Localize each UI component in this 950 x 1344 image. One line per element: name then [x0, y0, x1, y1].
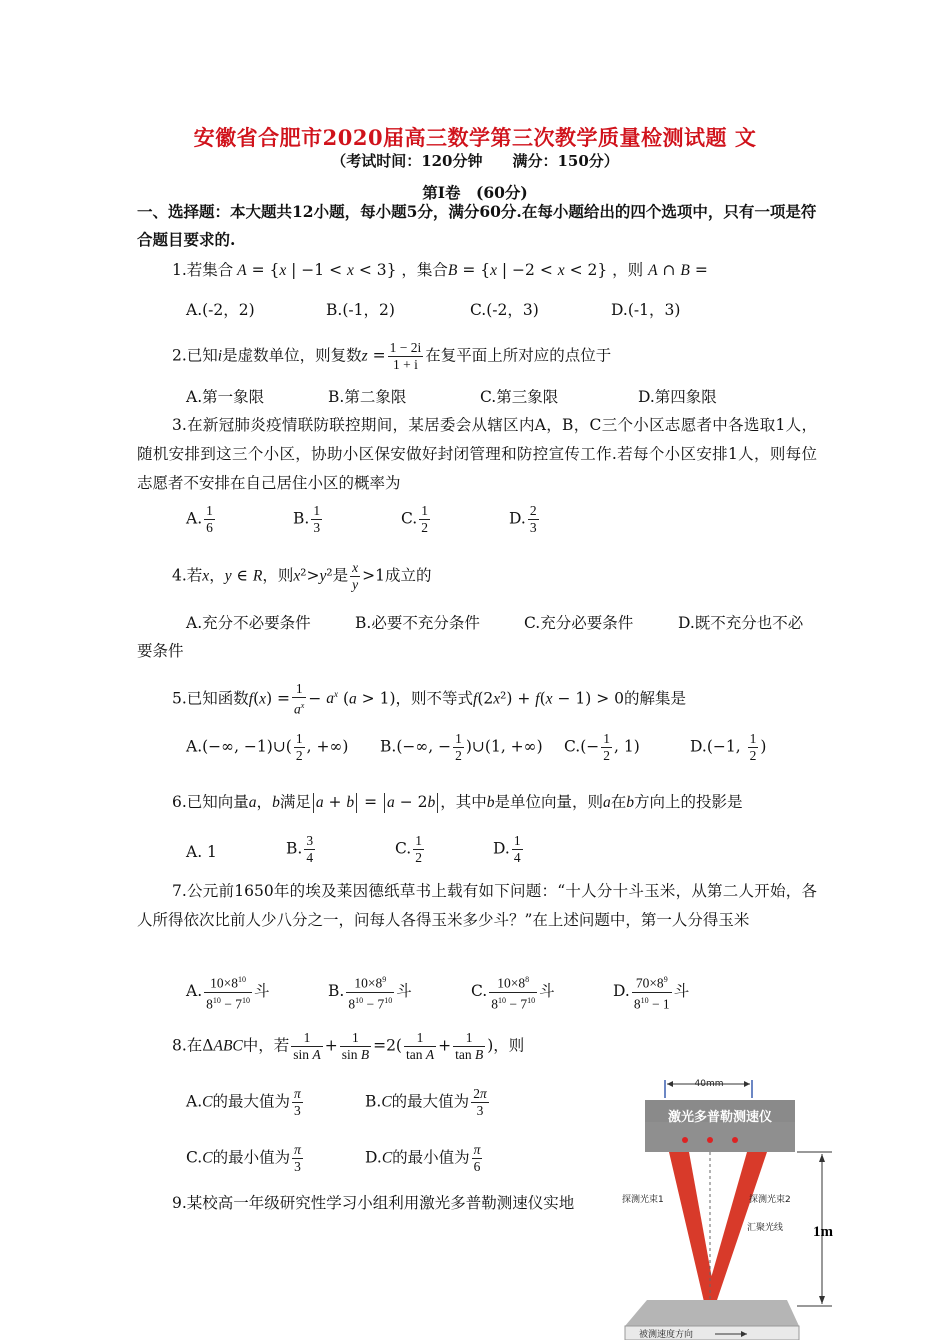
q8-option-d: D.C的最小值为 $\frac{\pi}{6}$	[365, 1142, 481, 1174]
q8-option-a: A.C的最大值为 $\frac{\pi}{3}$	[186, 1086, 301, 1118]
q5-option-d: D.(−1, $\frac{1}{2}$ )	[690, 731, 767, 763]
q6-option-d: D. $\frac{1}{4}$	[493, 833, 521, 865]
part-heading: 第Ⅰ卷 (60分)	[422, 183, 528, 202]
q7-option-c: C. $\frac{10\times 8^8}{8^{10} - 7^{10}}$ 斗	[471, 972, 555, 1012]
q3-option-c: C. $\frac{1}{2}$	[401, 503, 428, 535]
q4-option-d-cont: 要条件	[137, 642, 184, 660]
question-5-stem: 5.已知函数f(x) = $\frac{1}{a^x}$ − $a^x$ (a > 1)，则不等式f(2x²) + f(x − 1) > 0的解集是	[172, 681, 686, 717]
q1-option-c: C.(-2，3)	[470, 301, 539, 319]
q1-option-b: B.(-1，2)	[326, 301, 395, 319]
q3-option-a: A. $\frac{1}{6}$	[186, 503, 213, 535]
q4-option-b: B.必要不充分条件	[355, 614, 480, 632]
q5-option-b: B.(−∞, − $\frac{1}{2}$ )∪(1, +∞)	[380, 731, 543, 763]
q8-option-c: C.C的最小值为 $\frac{\pi}{3}$	[186, 1142, 301, 1174]
document-title: 安徽省合肥市2020届高三数学第三次教学质量检测试题 文	[193, 125, 757, 150]
width-label: 40mm	[694, 1079, 724, 1089]
device-label: 激光多普勒测速仪	[667, 1110, 773, 1125]
distance-label: 1m	[813, 1224, 833, 1240]
q6-option-b: B. $\frac{3}{4}$	[286, 833, 314, 865]
q8-option-b: B.C的最大值为 $\frac{2\pi}{3}$	[365, 1086, 487, 1118]
question-6-stem: 6.已知向量a，b满足 a + b = a − 2b ，其中b是单位向量，则a在b方向上的投影是	[172, 793, 743, 811]
exam-info: （考试时间：120分钟 满分：150分）	[331, 152, 619, 170]
q2-option-b: B.第二象限	[328, 388, 407, 406]
converge-label: 汇聚光线	[747, 1223, 784, 1233]
question-9-stem: 9.某校高一年级研究性学习小组利用激光多普勒测速仪实地	[172, 1194, 575, 1212]
q6-option-a: A. 1	[186, 843, 217, 861]
laser-doppler-figure	[617, 1078, 837, 1340]
question-4-stem: 4.若x，y ∈ R，则x²>y²是 $\frac{x}{y}$ >1成立的	[172, 560, 432, 592]
q1-option-d: D.(-1，3)	[611, 301, 681, 319]
section-heading: 一、选择题：本大题共12小题，每小题5分，满分60分.在每小题给出的四个选项中，只有一项是符合题目要求的.	[137, 202, 817, 249]
q7-option-b: B. $\frac{10\times 8^9}{8^{10} - 7^{10}}$ 斗	[328, 972, 412, 1012]
q3-option-b: B. $\frac{1}{3}$	[293, 503, 321, 535]
q5-option-a: A.(−∞, −1)∪( $\frac{1}{2}$ , +∞)	[186, 731, 349, 763]
direction-label: 被测速度方向	[639, 1330, 694, 1340]
question-2-stem: 2.已知i是虚数单位，则复数z = $\frac{1 - 2i}{1 + i}$ 在复平面上所对应的点位于	[172, 340, 612, 372]
beam1-label: 探测光束1	[622, 1195, 664, 1205]
q4-option-c: C.充分必要条件	[524, 614, 634, 632]
q7-option-a: A. $\frac{10\times 8^{10}}{8^{10} - 7^{10}}$ 斗	[186, 972, 270, 1012]
question-3-stem: 3.在新冠肺炎疫情联防联控期间，某居委会从辖区内A，B，C三个小区志愿者中各选取1人，随机安排到这三个小区，协助小区保安做好封闭管理和防控宣传工作.若每个小区安排1人，则每位志愿者不安排在自己居住小区的概率为	[137, 416, 817, 492]
question-7-stem: 7.公元前1650年的埃及莱因德纸草书上载有如下问题：“十人分十斗玉米，从第二人开始，各人所得依次比前人少八分之一，问每人各得玉米多少斗？”在上述问题中，第一人分得玉米	[137, 882, 817, 929]
question-8-stem: 8.在ΔABC中，若 $\frac{1}{\text{sin A}}$ + $\frac{1}{\text{sin B}}$ =2( $\frac{1}{\text{tan A}}$ + $\frac{1}{\text{tan B}}$ )，则	[172, 1030, 525, 1062]
q2-option-a: A.第一象限	[186, 388, 265, 406]
q7-option-d: D. $\frac{70\times 8^9}{8^{10} - 1}$ 斗	[613, 972, 689, 1012]
q4-option-d: D.既不充分也不必	[678, 614, 804, 632]
q4-option-a: A.充分不必要条件	[186, 614, 311, 632]
beam2-label: 探测光束2	[749, 1195, 791, 1205]
q2-option-c: C.第三象限	[480, 388, 559, 406]
q6-option-c: C. $\frac{1}{2}$	[395, 833, 422, 865]
q3-option-d: D. $\frac{2}{3}$	[509, 503, 537, 535]
q2-option-d: D.第四象限	[638, 388, 717, 406]
q5-option-c: C.(− $\frac{1}{2}$ , 1)	[564, 731, 640, 763]
question-1-stem: 1.若集合 A = {x | −1 < x < 3} ，集合B = {x | −2 < x < 2} ，则 A ∩ B =	[172, 261, 708, 279]
q1-option-a: A.(-2，2)	[186, 301, 255, 319]
